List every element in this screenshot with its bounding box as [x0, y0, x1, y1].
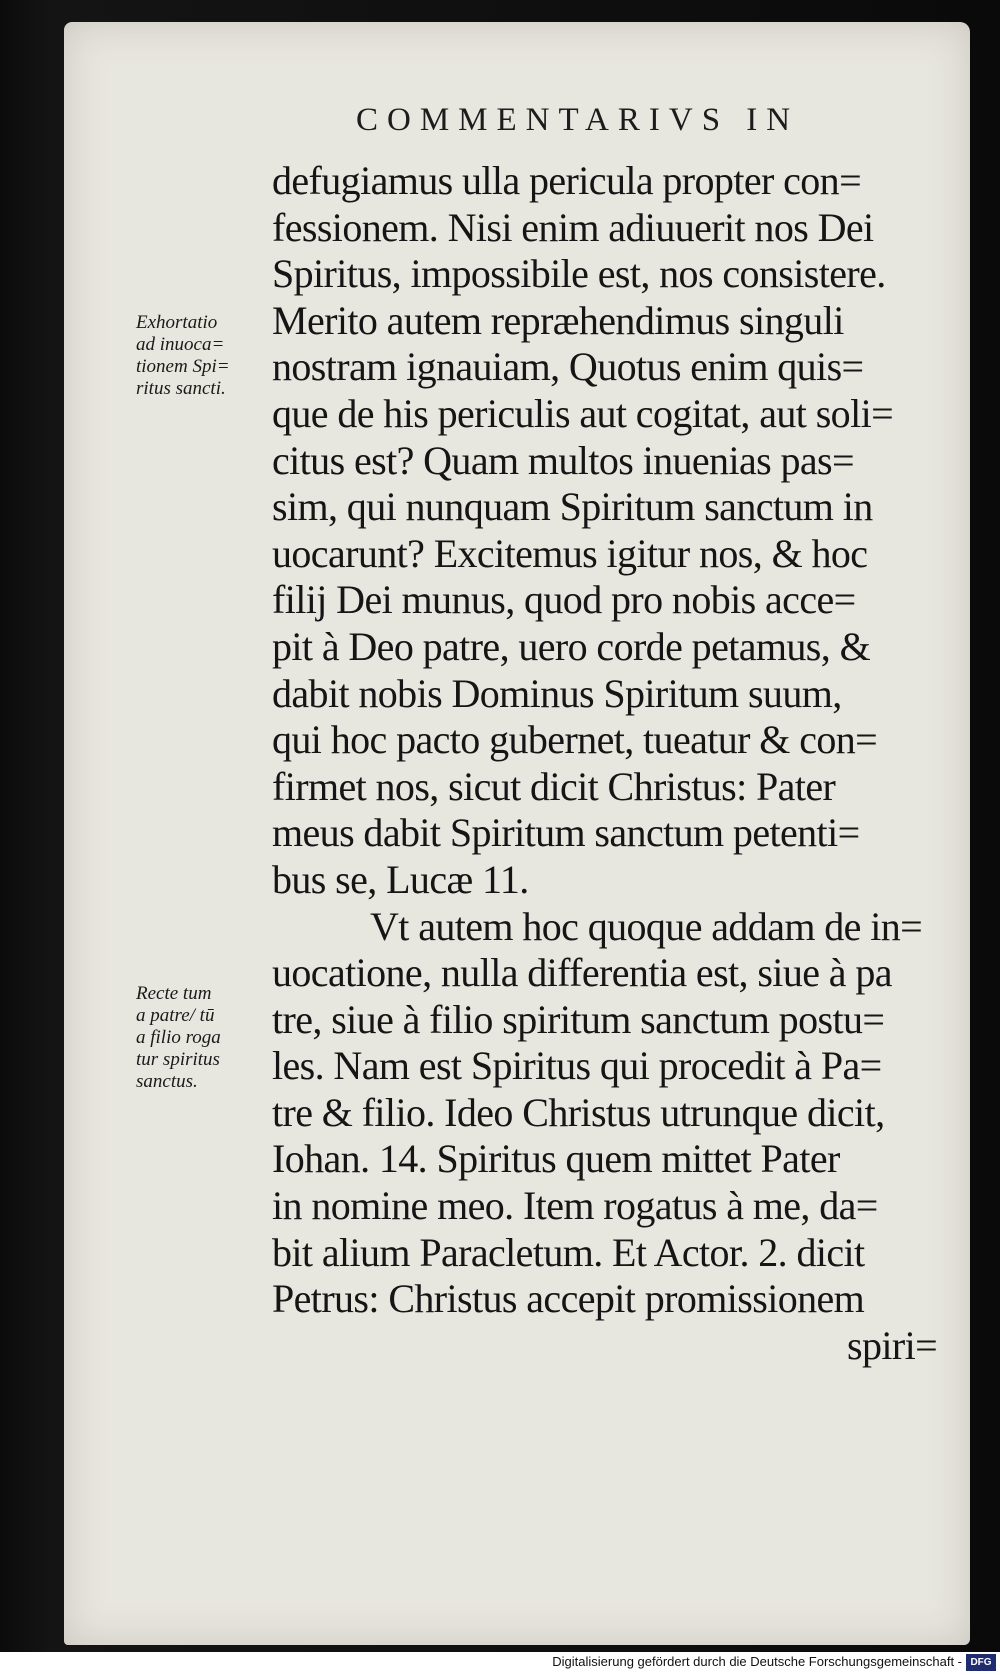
footer-bar	[0, 1652, 1000, 1675]
catchword: spiri=	[847, 1322, 938, 1368]
margin-note-line: a patre/ tū	[136, 1005, 215, 1026]
text-line: tre, siue à filio spiritum sanctum postu=	[272, 996, 885, 1042]
text-line: Merito autem repræhendimus singuli	[272, 297, 844, 343]
text-line: que de his periculis aut cogitat, aut soli=	[272, 390, 894, 436]
text-line: in nomine meo. Item rogatus à me, da=	[272, 1183, 878, 1229]
margin-note-line: ad inuoca=	[136, 334, 225, 355]
margin-note-exhortatio	[136, 312, 276, 400]
margin-note-line: Exhortatio	[136, 312, 218, 333]
margin-note-recte	[136, 983, 276, 1093]
margin-note-line: sanctus.	[136, 1071, 198, 1092]
text-line: qui hoc pacto gubernet, tueatur & con=	[272, 717, 878, 763]
margin-note-line: tur spiritus	[136, 1049, 220, 1070]
running-head: COMMENTARIVS IN	[356, 102, 800, 138]
paragraph-start-line: Vt autem hoc quoque addam de in=	[370, 903, 923, 949]
text-line: filij Dei munus, quod pro nobis acce=	[272, 577, 856, 623]
text-line: sim, qui nunquam Spiritum sanctum in	[272, 484, 873, 530]
text-line: bus se, Lucæ 11.	[272, 856, 529, 902]
footer-credit: Digitalisierung gefördert durch die Deutsche Forschungsgemeinschaft -	[552, 1654, 962, 1669]
text-line: bit alium Paracletum. Et Actor. 2. dicit	[272, 1229, 865, 1275]
text-line: uocarunt? Excitemus igitur nos, & hoc	[272, 530, 868, 576]
margin-note-line: ritus sancti.	[136, 378, 226, 399]
text-line: nostram ignauiam, Quotus enim quis=	[272, 344, 864, 390]
body-text	[272, 158, 962, 1369]
text-line: tre & filio. Ideo Christus utrunque dicit,	[272, 1089, 885, 1135]
text-line: pit à Deo patre, uero corde petamus, &	[272, 623, 871, 669]
text-line: dabit nobis Dominus Spiritum suum,	[272, 670, 842, 716]
text-line: Petrus: Christus accepit promissionem	[272, 1276, 865, 1322]
text-line: les. Nam est Spiritus qui procedit à Pa=	[272, 1043, 882, 1089]
text-line: firmet nos, sicut dicit Christus: Pater	[272, 763, 836, 809]
text-line: meus dabit Spiritum sanctum petenti=	[272, 810, 860, 856]
dfg-logo: DFG	[966, 1654, 996, 1671]
text-line: fessionem. Nisi enim adiuuerit nos Dei	[272, 204, 874, 250]
text-line: Iohan. 14. Spiritus quem mittet Pater	[272, 1136, 840, 1182]
margin-note-line: Recte tum	[136, 983, 212, 1004]
margin-note-line: a filio roga	[136, 1027, 221, 1048]
text-line: Spiritus, impossibile est, nos consistere.	[272, 251, 886, 297]
margin-note-line: tionem Spi=	[136, 356, 230, 377]
text-line: uocatione, nulla differentia est, siue à pa	[272, 950, 892, 996]
text-line: citus est? Quam multos inuenias pas=	[272, 437, 854, 483]
text-line: defugiamus ulla pericula propter con=	[272, 158, 862, 203]
